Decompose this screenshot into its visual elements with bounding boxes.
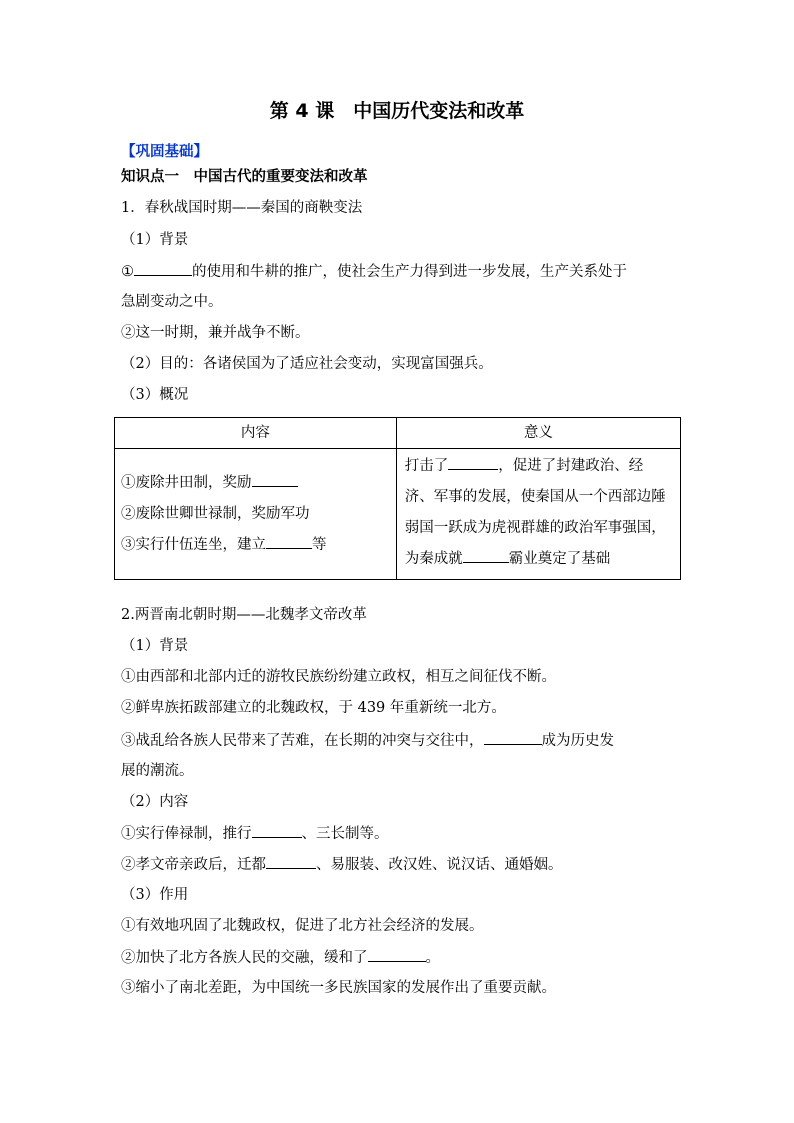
content3-text: ③实行什伍连坐，建立 bbox=[121, 536, 266, 553]
part1-bg2: ②这一时期，兼并战争不断。 bbox=[121, 325, 310, 341]
bg3-suffix: 成为历史发 bbox=[541, 733, 614, 749]
meaning-prefix: 打击了 bbox=[404, 458, 449, 474]
lesson-title: 第 4 课 中国历代变法和改革 bbox=[269, 100, 525, 122]
content3-suffix: 等 bbox=[312, 536, 327, 553]
part2-background-heading: （1）背景 bbox=[121, 638, 189, 654]
content1-text: ①废除井田制，奖励 bbox=[121, 474, 252, 491]
e2-text: ②加快了北方各族人民的交融，缓和了 bbox=[121, 950, 368, 966]
fill-blank[interactable] bbox=[266, 534, 312, 549]
header-content: 内容 bbox=[115, 418, 397, 449]
fill-blank[interactable] bbox=[266, 854, 316, 869]
e2-suffix: 。 bbox=[425, 950, 440, 966]
part2-bg2: ②鲜卑族拓跋部建立的北魏政权，于 439 年重新统一北方。 bbox=[121, 700, 506, 716]
part1-purpose: （2）目的：各诸侯国为了适应社会变动，实现富国强兵。 bbox=[121, 356, 493, 372]
table-header-row bbox=[115, 418, 681, 449]
table-row bbox=[115, 449, 681, 580]
fill-blank[interactable] bbox=[484, 730, 542, 745]
consolidate-heading: 【巩固基础】 bbox=[121, 144, 208, 160]
c2-text: ②孝文帝亲政后，迁都 bbox=[121, 857, 266, 873]
knowledge-point-heading: 知识点一 中国古代的重要变法和改革 bbox=[121, 169, 368, 185]
part2-c1 bbox=[121, 823, 389, 844]
meaning-suffix: 霸业奠定了基础 bbox=[508, 551, 611, 567]
fill-blank[interactable] bbox=[463, 548, 509, 563]
part1-overview-heading: （3）概况 bbox=[121, 387, 189, 403]
header-meaning: 意义 bbox=[396, 418, 680, 449]
bg1-prefix: ① bbox=[121, 264, 134, 280]
fill-blank[interactable] bbox=[134, 261, 192, 276]
content-item-3 bbox=[121, 530, 396, 561]
part2-bg3 bbox=[121, 730, 614, 751]
overview-table bbox=[114, 417, 681, 580]
meaning-cell bbox=[396, 449, 680, 580]
part1-bg1-cont: 急剧变动之中。 bbox=[121, 294, 223, 310]
part1-bg1 bbox=[121, 261, 627, 282]
part2-c2 bbox=[121, 854, 563, 875]
meaning-text: ，促进了封建政治、经济、军事的发展，使秦国从一个西部边陲弱国一跃成为虎视群雄的政治军事强国，为秦成就 bbox=[404, 458, 666, 567]
fill-blank[interactable] bbox=[252, 472, 298, 487]
part2-e3: ③缩小了南北差距，为中国统一多民族国家的发展作出了重要贡献。 bbox=[121, 980, 556, 996]
part2-e2 bbox=[121, 947, 440, 968]
content-cell bbox=[115, 449, 397, 580]
c1-text: ①实行俸禄制，推行 bbox=[121, 826, 252, 842]
part2-bg1: ①由西部和北部内迁的游牧民族纷纷建立政权，相互之间征伐不断。 bbox=[121, 669, 556, 685]
c2-suffix: 、易服装、改汉姓、说汉话、通婚姻。 bbox=[316, 857, 563, 873]
content-item-2: ②废除世卿世禄制，奖励军功 bbox=[121, 505, 310, 522]
part2-e1: ①有效地巩固了北魏政权，促进了北方社会经济的发展。 bbox=[121, 918, 484, 934]
c1-suffix: 、三长制等。 bbox=[301, 826, 389, 842]
part2-content-heading: （2）内容 bbox=[121, 794, 189, 810]
part1-background-heading: （1）背景 bbox=[121, 232, 189, 248]
fill-blank[interactable] bbox=[252, 823, 302, 838]
bg1-text: 的使用和牛耕的推广，使社会生产力得到进一步发展，生产关系处于 bbox=[192, 264, 627, 280]
fill-blank[interactable] bbox=[448, 455, 498, 470]
content-item-1 bbox=[121, 468, 396, 499]
part2-bg3-cont: 展的潮流。 bbox=[121, 763, 194, 779]
part1-heading: 1．春秋战国时期——秦国的商鞅变法 bbox=[121, 200, 363, 216]
part2-heading: 2.两晋南北朝时期——北魏孝文帝改革 bbox=[121, 607, 367, 623]
bg3-text: ③战乱给各族人民带来了苦难，在长期的冲突与交往中， bbox=[121, 733, 484, 749]
fill-blank[interactable] bbox=[368, 947, 426, 962]
part2-effect-heading: （3）作用 bbox=[121, 887, 189, 903]
